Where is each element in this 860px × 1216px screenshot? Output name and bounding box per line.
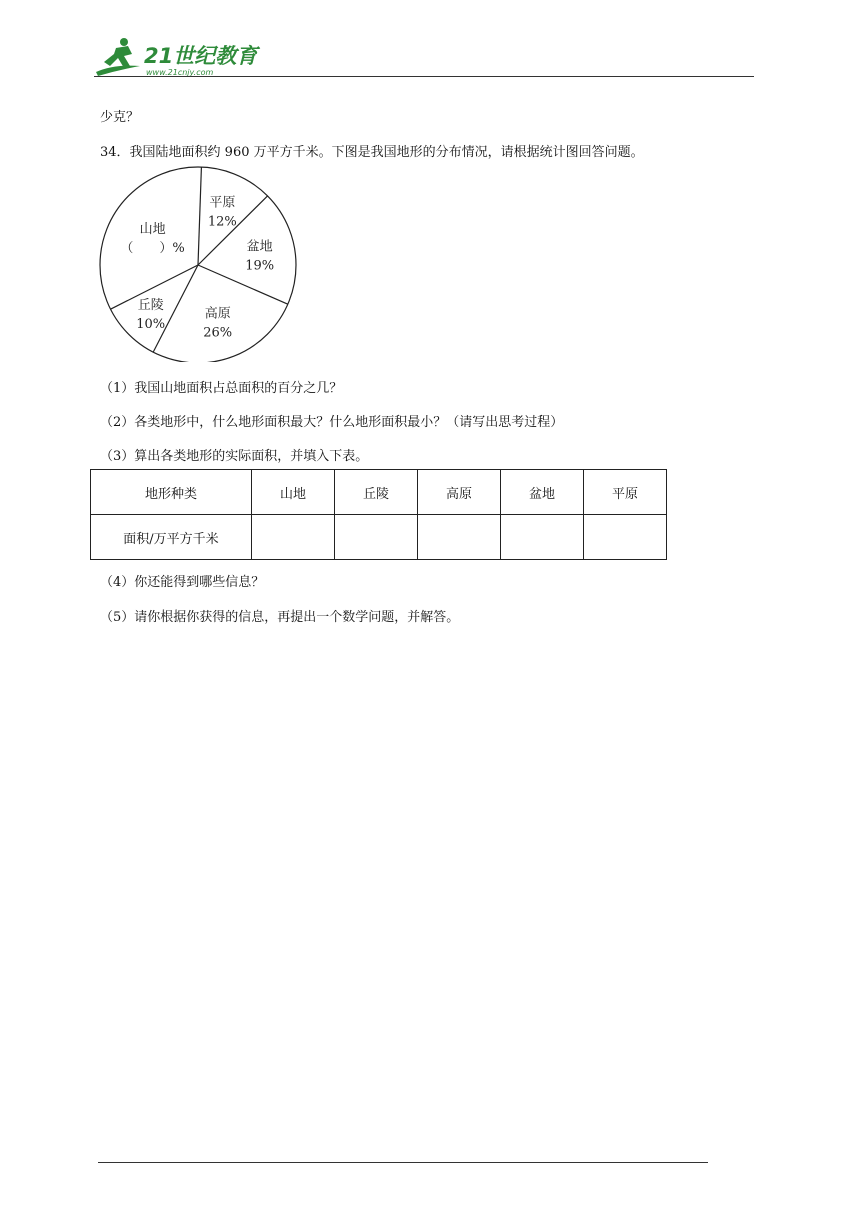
pie-slice-label: 丘陵 <box>137 297 164 313</box>
pie-svg <box>96 166 300 362</box>
runner-icon <box>96 38 140 76</box>
table-cell: 平原 <box>584 470 667 515</box>
pie-slice-value: 10% <box>136 316 166 332</box>
pie-slice-label: 平原 <box>209 195 236 211</box>
table-cell: 地形种类 <box>91 470 252 515</box>
answer-cell[interactable] <box>418 515 501 560</box>
table-cell: 丘陵 <box>335 470 418 515</box>
pie-slice-label: 高原 <box>204 306 231 322</box>
footer-rule <box>98 1162 708 1163</box>
logo-url: www.21cnjy.com <box>146 68 214 77</box>
answer-cell[interactable] <box>335 515 418 560</box>
table-cell: 高原 <box>418 470 501 515</box>
site-logo <box>94 36 264 80</box>
question-34: 34．我国陆地面积约 960 万平方千米。下图是我国地形的分布情况，请根据统计图回答问题。 <box>100 145 644 160</box>
header-rule <box>94 76 754 77</box>
table-cell: 面积/万平方千米 <box>91 515 252 560</box>
table-row <box>91 515 667 560</box>
table-header-row <box>91 470 667 515</box>
answer-cell[interactable] <box>501 515 584 560</box>
intro-text: 少克？ <box>100 110 140 125</box>
pie-slice-label: 山地 <box>139 221 166 237</box>
answer-cell[interactable] <box>252 515 335 560</box>
sub-question-3: （3）算出各类地形的实际面积，并填入下表。 <box>100 449 369 464</box>
sub-question-1: （1）我国山地面积占总面积的百分之几？ <box>100 381 343 396</box>
sub-question-5: （5）请你根据你获得的信息，再提出一个数学问题，并解答。 <box>100 610 460 625</box>
logo-text: 21世纪教育 <box>144 44 258 68</box>
sub-question-4: （4）你还能得到哪些信息？ <box>100 575 265 590</box>
area-table <box>90 469 667 560</box>
pie-slice-value: 19% <box>245 258 275 274</box>
pie-chart <box>96 166 300 366</box>
table-cell: 山地 <box>252 470 335 515</box>
sub-question-2: （2）各类地形中，什么地形面积最大？什么地形面积最小？（请写出思考过程） <box>100 415 564 430</box>
answer-cell[interactable] <box>584 515 667 560</box>
pie-slice-value: （ ）% <box>120 240 185 256</box>
table-cell: 盆地 <box>501 470 584 515</box>
pie-slice-label: 盆地 <box>246 239 273 255</box>
pie-slice-value: 12% <box>207 214 237 230</box>
pie-slice-value: 26% <box>203 325 233 341</box>
